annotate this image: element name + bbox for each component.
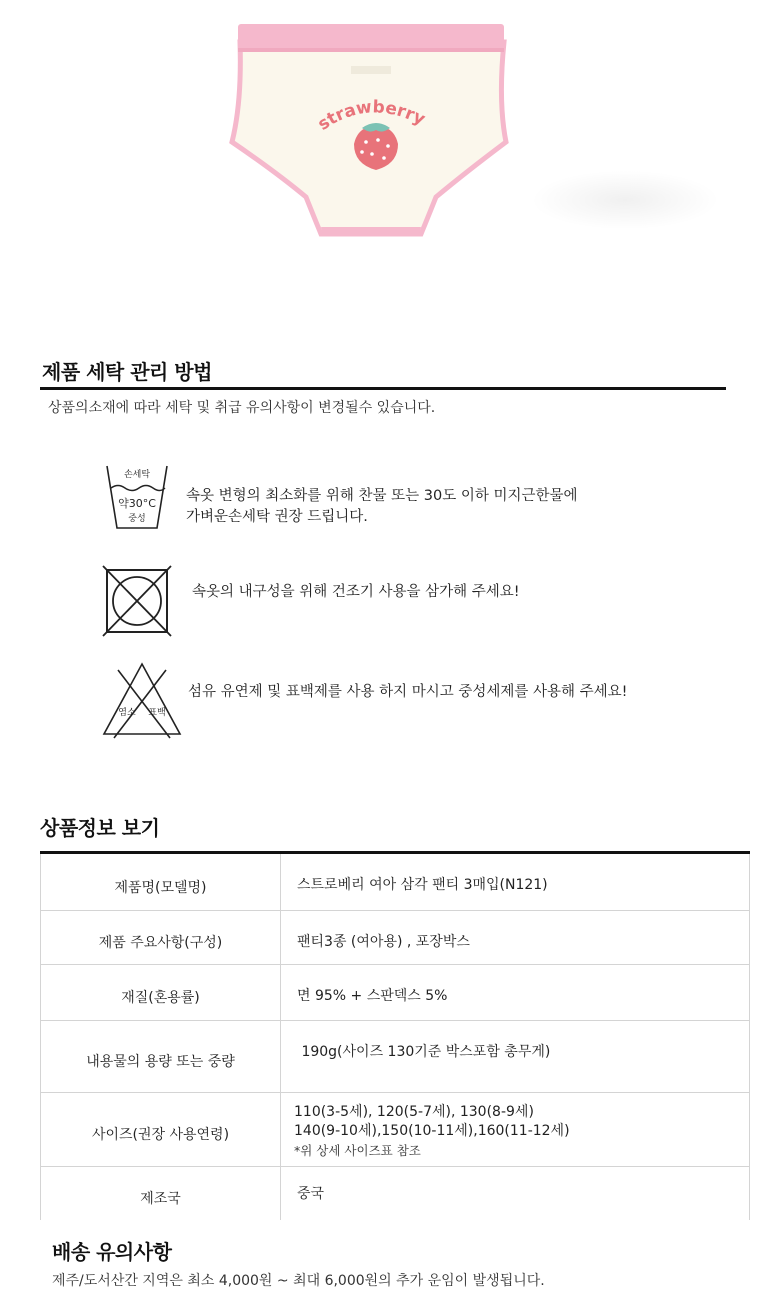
care-text-line: 가벼운손세탁 권장 드립니다. xyxy=(186,509,368,525)
info-value: 스트로베리 여아 삼각 팬티 3매입(N121) xyxy=(281,854,750,910)
panty-print-text: strawberry xyxy=(314,97,429,135)
info-value: 면 95% + 스판덱스 5% xyxy=(281,964,750,1020)
table-row xyxy=(41,964,750,1020)
svg-text:중성: 중성 xyxy=(128,514,146,524)
care-text-no-bleach xyxy=(188,682,628,703)
care-section-title: 제품 세탁 관리 방법 xyxy=(42,360,212,384)
care-title-divider xyxy=(40,387,726,390)
shipping-text-cutoff: 제주/도서산간 지역은 최소 4,000원 ~ 최대 6,000원의 추가 운임이 발생됩니다. xyxy=(52,1273,545,1289)
no-bleach-icon xyxy=(100,660,184,740)
table-row xyxy=(41,1092,750,1166)
info-label: 재질(혼용률) xyxy=(41,964,281,1020)
table-row xyxy=(41,1020,750,1092)
info-label: 사이즈(권장 사용연령) xyxy=(41,1092,281,1166)
care-note: 상품의소재에 따라 세탁 및 취급 유의사항이 변경될수 있습니다. xyxy=(48,400,436,416)
svg-text:염소: 염소 xyxy=(118,708,136,718)
table-row xyxy=(41,1166,750,1220)
size-note: *위 상세 사이즈표 참조 xyxy=(294,1142,421,1158)
product-info-table xyxy=(40,854,750,1220)
info-label: 제품 주요사항(구성) xyxy=(41,910,281,964)
info-value xyxy=(281,1092,750,1166)
info-label: 내용물의 용량 또는 중량 xyxy=(41,1020,281,1092)
info-value: 중국 xyxy=(281,1166,750,1220)
svg-text:약30°C: 약30°C xyxy=(118,497,156,510)
product-image-area xyxy=(0,0,780,300)
care-text-line: 속옷의 내구성을 위해 건조기 사용을 삼가해 주세요! xyxy=(192,584,520,600)
product-photo-panty xyxy=(226,22,516,247)
info-label: 제조국 xyxy=(41,1166,281,1220)
table-row xyxy=(41,854,750,910)
info-value: 190g(사이즈 130기준 박스포함 총무게) xyxy=(281,1020,750,1092)
care-text-no-dryer xyxy=(192,582,520,603)
svg-text:손세탁: 손세탁 xyxy=(123,470,151,480)
size-line: 140(9-10세),150(10-11세),160(11-12세) xyxy=(294,1122,570,1139)
info-label: 제품명(모델명) xyxy=(41,854,281,910)
background-shadow xyxy=(530,170,720,230)
hand-wash-icon xyxy=(103,462,171,534)
size-line: 110(3-5세), 120(5-7세), 130(8-9세) xyxy=(294,1103,534,1120)
svg-text:표백: 표백 xyxy=(148,708,166,718)
care-text-line: 섬유 유연제 및 표백제를 사용 하지 마시고 중성세제를 사용해 주세요! xyxy=(188,684,628,700)
care-text-line: 속옷 변형의 최소화를 위해 찬물 또는 30도 이하 미지근한물에 xyxy=(186,488,578,504)
care-text-hand-wash xyxy=(186,486,578,528)
table-row xyxy=(41,910,750,964)
info-section-title: 상품정보 보기 xyxy=(40,816,160,840)
shipping-section-title: 배송 유의사항 xyxy=(52,1240,172,1264)
info-value: 팬티3종 (여아용) , 포장박스 xyxy=(281,910,750,964)
no-tumble-dry-icon xyxy=(103,566,171,636)
